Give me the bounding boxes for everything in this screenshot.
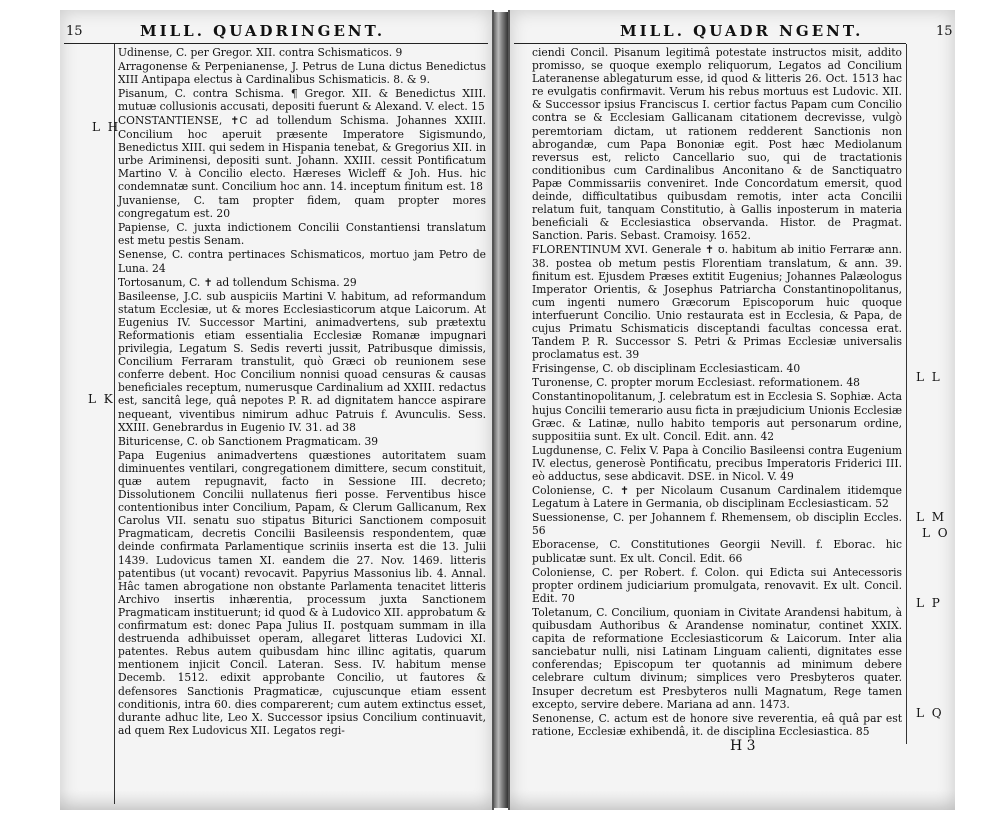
entry-pisanum: Pisanum, C. contra Schisma. ¶ Gregor. XII. & Benedictus XIII. mutuæ collusionis accusati, depositi fuerunt & Alexand. V. elect. 15 bbox=[118, 87, 486, 114]
right-margin-letter-lm: L M bbox=[916, 510, 947, 524]
right-page-number: 15 bbox=[936, 24, 953, 39]
entry-eboracense: Eboracense, C. Constitutiones Georgii Nevill. f. Eborac. hic publicatæ sunt. Ex ult. Concil. Edit. 66 bbox=[532, 538, 902, 565]
entry-basileense: Basileense, J.C. sub auspiciis Martini V. habitum, ad reformandum statum Ecclesiæ, ut & mores Ecclesiasticorum atque Laicorum. At Eugenius IV. Successor Martini, animadvertens, sub prætextu Reformationis etiam essentialia Ecclesiæ Romanæ impugnari privilegia, Legatum S. Sedis reverti jussit, Patribusque dimissis, Concilium Ferraram transtulit, quò Græci ob reunionem sese conferre debent. Hoc Concilium nonnisi quoad censuras & causas beneficiales receptum, numerusque Cardinalium ad XXIII. redactus est, sancitâ lege, quâ nepotes P. R. ad dignitatem hancce aspirare nequeant, viventibus nimirum adhuc Patruis f. Avunculis. Sess. XXIII. Genebrardus in Eugenio IV. 31. ad 38 bbox=[118, 289, 486, 434]
entry-suessionense: Suessionense, C. per Johannem f. Rhemensem, ob disciplin Eccles. 56 bbox=[532, 511, 902, 538]
right-page bbox=[508, 10, 955, 810]
entry-papiense: Papiense, C. juxta indictionem Concilii Constantiensi translatum est metu pestis Senam. bbox=[118, 221, 486, 248]
entry-papa-eugenius: Papa Eugenius animadvertens quæstiones autoritatem suam diminuentes ventilari, congregationem dimittere, secum constituit, quæ autem repugnavit, facto in Sessione III. decreto; Dissolutionem Concilii nullatenus fieri posse. Ferventibus hisce contentionibus inter Concilium, Papam, & Clerum Gallicanum, Rex Carolus VII. senatu suo stipatus Biturici Sanctionem composuit Pragmaticam, decretis Concilii Basileensis respondentem, quæ deinde confirmata Parlamentique scriniis inserta est die 13. Julii 1439. Ludovicus tamen XI. eandem die 27. Nov. 1469. litteris patentibus (ut vocant) revocavit. Papyrius Massonius lib. 4. Annal. Hâc tamen abrogatione non obstante Parlamenta tenacitet litteris Archivo insertis inhærentia, processum juxta Sanctionem Pragmaticam instituerunt; id quod & à Ludovico XII. approbatum & confirmatum est: donec Papa Julius II. postquam summam in illa destruenda adhibuisset operam, allegaret litteras Ludovici XI. patentes. Rebus autem quibusdam hinc illinc agitatis, quarum mentionem injicit Concil. Lateran. Sess. IV. habitum mense Decemb. 1512. edixit approbante Concilio, ut fautores & defensores Sanctionis Pragmaticæ, cujuscunque etiam essent conditionis, intra 60. dies comparerent; cum autem extinctus esset, durante adhuc lite, Leo X. Successor ipsius Concilium continuavit, ad quem Rex Ludovicus XII. Legatos regi- bbox=[118, 448, 486, 737]
entry-senonense: Senonense, C. actum est de honore sive reverentia, eâ quâ par est ratione, Ecclesiæ exhibendâ, it. de disciplina Ecclesiastica. 85 bbox=[532, 711, 902, 738]
entry-lugdunense: Lugdunense, C. Felix V. Papa à Concilio Basileensi contra Eugenium IV. electus, generosè Pontificatu, precibus Imperatoris Friderici III. eò adductus, sese abdicavit. DSE. in Nicol. V. 49 bbox=[532, 443, 902, 483]
left-running-head: MILL. QUADRINGENT. bbox=[140, 22, 386, 40]
right-margin-letter-ll: L L bbox=[916, 370, 942, 384]
page-signature: H 3 bbox=[730, 738, 756, 754]
book-gutter bbox=[492, 12, 508, 808]
entry-juvaniense: Juvaniense, C. tam propter fidem, quam propter mores congregatum est. 20 bbox=[118, 194, 486, 221]
left-page-number: 15 bbox=[66, 24, 83, 39]
left-margin-letter-lk: L K bbox=[88, 392, 115, 406]
left-margin-rule bbox=[114, 44, 115, 804]
entry-florentinum: FLORENTINUM XVI. Generale ✝ ʊ. habitum ab initio Ferraræ ann. 38. postea ob metum pestis Florentiam translatum, & ann. 39. finitum est. Ejusdem Præses extitit Eugenius; Johannes Palæologus Imperator Orientis, & Josephus Patriarcha Constantinopolitanus, cum ingenti numero Græcorum Episcoporum huic quoque interfuerunt Concilio. Unio restaurata est in Ecclesia, & Papa, de cujus Primatu Schismaticis disceptandi facultas concessa erat. Tandem P. R. Successor S. Petri & Primas Ecclesiæ universalis proclamatus est. 39 bbox=[532, 243, 902, 362]
left-head-rule bbox=[64, 43, 488, 44]
entry-senense: Senense, C. contra pertinaces Schismaticos, mortuo jam Petro de Luna. 24 bbox=[118, 248, 486, 275]
entry-coloniense-2: Coloniense, C. per Robert. f. Colon. qui Edicta sui Antecessoris propter ordinem judiciarium promulgata, renovavit. Ex ult. Concil. Edit. 70 bbox=[532, 565, 902, 605]
right-text-column bbox=[532, 46, 902, 739]
entry-toletanum: Toletanum, C. Concilium, quoniam in Civitate Arandensi habitum, à quibusdam Authoribus & Arandense nominatur, continet XXIX. capita de reformatione Ecclesiasticorum & Laicorum. Inter alia sanciebatur nulli, nisi Latinam Linguam calienti, dignitates esse conferendas; Episcopum ter quotannis ad minimum debere celebrare cultum divinum; simplices vero Presbyteros quater. Insuper decretum est Presbyteros nulli Magnatum, Rege tamen excepto, servire debere. Mariana ad ann. 1473. bbox=[532, 605, 902, 711]
right-margin-rule bbox=[906, 44, 907, 744]
entry-lateran-continued: ciendi Concil. Pisanum legitimâ potestate instructos misit, addito promisso, se quoque exemplo reliquorum, Legatos ad Concilium Lateranense ablegaturum esse, id quod & litteris 26. Oct. 1513 hac re evulgatis confirmavit. Verum his rebus mortuus est Ludovic. XII. & Successor ipsius Franciscus I. certior factus Papam cum Concilio contra se & Ecclesiam Gallicanam citationem decrevisse, vulgò peremtoriam dictam, ut rationem redderent Sanctionis non abrogandæ, cum Papa Bononiæ egit. Post hæc Mediolanum reversus est, relicto Cancellario suo, qui de tractationis conditionibus cum Cardinalibus Anconitano & de Sanctiquatro Papæ Commissariis conveniret. Inde Concordatum emersit, quod deinde, difficultatibus quibusdam remotis, inter acta Concilii relatum fuit, tanquam Constitutio, à Gallis inposterum in materia beneficiali & Ecclesiastica observanda. Histor. de Pragmat. Sanction. Paris. Sebast. Cramoisy. 1652. bbox=[532, 46, 902, 243]
left-page bbox=[60, 10, 494, 810]
entry-turonense: Turonense, C. propter morum Ecclesiast. reformationem. 48 bbox=[532, 376, 860, 390]
entry-udinense: Udinense, C. per Gregor. XII. contra Schismaticos. 9 bbox=[118, 46, 403, 59]
entry-bituricense: Bituricense, C. ob Sanctionem Pragmaticam. 39 bbox=[118, 434, 379, 448]
right-head-rule bbox=[514, 43, 906, 44]
entry-frisingense: Frisingense, C. ob disciplinam Ecclesiasticam. 40 bbox=[532, 362, 801, 376]
entry-constantiense: CONSTANTIENSE, ✝C ad tollendum Schisma. Johannes XXIII. Concilium hoc aperuit præsente Imperatore Sigismundo, Benedictus XIII. qui sedem in Hispania tenebat, & Gregorius XII. in urbe Ariminensi, depositi sunt. Johann. XXIII. cessit Pontificatum Martino V. à Concilio electo. Hæreses Wicleff & Joh. Hus. hic condemnatæ sunt. Concilium hoc ann. 14. inceptum finitum est. 18 bbox=[118, 114, 486, 193]
right-margin-letter-lq: L Q bbox=[916, 706, 944, 720]
left-margin-letter-lh: L H bbox=[92, 120, 121, 134]
right-margin-letter-lo: L O bbox=[922, 526, 950, 540]
entry-constantinopolitanum: Constantinopolitanum, J. celebratum est in Ecclesia S. Sophiæ. Acta hujus Concilii temerario ausu ficta in præjudicium Unionis Ecclesiæ Græc. & Latinæ, nullo habito temporis aut personarum ordine, suppositiia sunt. Ex ult. Concil. Edit. ann. 42 bbox=[532, 390, 902, 443]
entry-arragonense: Arragonense & Perpenianense, J. Petrus de Luna dictus Benedictus XIII Antipapa electus à Cardinalibus Schismaticis. 8. & 9. bbox=[118, 60, 486, 87]
right-page-shade bbox=[510, 790, 955, 810]
right-running-head: MILL. QUADR NGENT. bbox=[620, 22, 864, 40]
entry-coloniense-1: Coloniense, C. ✝ per Nicolaum Cusanum Cardinalem itidemque Legatum à Latere in Germania, ob disciplinam Ecclesiasticam. 52 bbox=[532, 484, 902, 511]
left-text-column bbox=[118, 46, 486, 738]
right-margin-letter-lp: L P bbox=[916, 596, 942, 610]
entry-tortosanum: Tortosanum, C. ✝ ad tollendum Schisma. 29 bbox=[118, 275, 357, 289]
left-page-shade bbox=[60, 790, 492, 810]
